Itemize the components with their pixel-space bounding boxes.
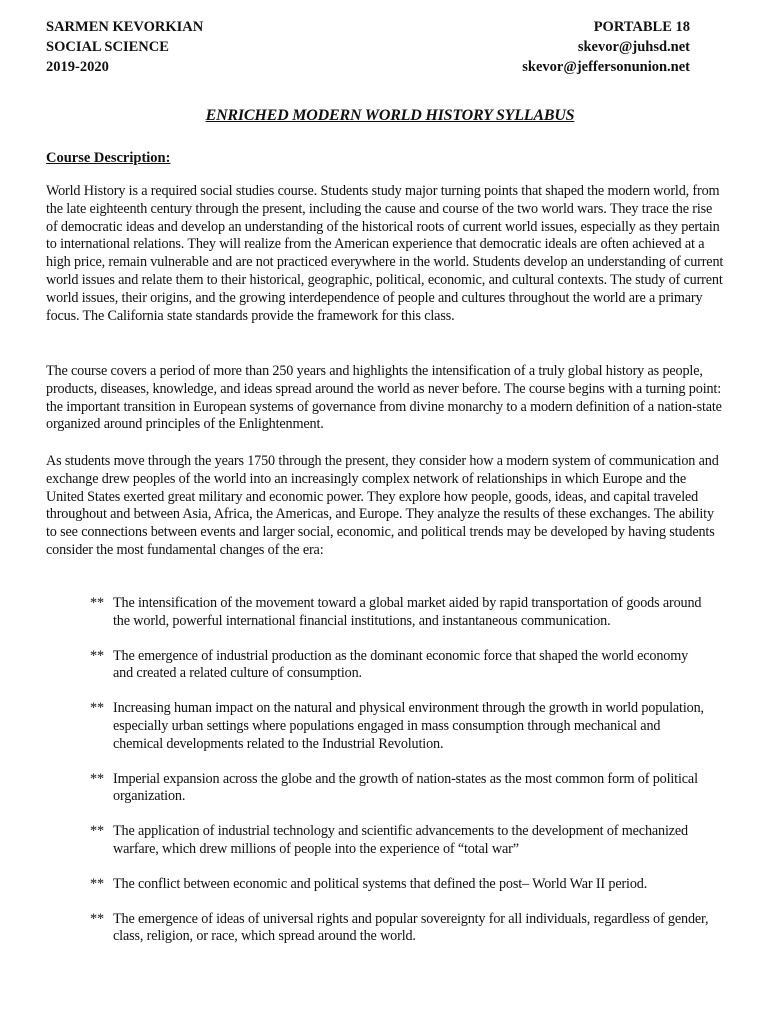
bullet-marker: **: [90, 823, 104, 840]
list-item: [90, 648, 710, 684]
description-paragraph-3: As students move through the years 1750 through the present, they consider how a modern system of communication and exchange drew peoples of the world into an increasingly complex network of relationships in which Europe and the United States exerted great military and economic power. They explore how people, goods, ideas, and capital traveled throughout and between Asia, Africa, the Americas, and Europe. They analyze the results of these exchanges. The ability to see connections between events and larger social, economic, and political trends may be developed by having students consider the most fundamental changes of the era:: [46, 453, 719, 558]
list-item: [90, 595, 710, 631]
list-item: [90, 700, 710, 753]
section-heading: Course Description:: [46, 150, 171, 166]
list-item: [90, 911, 710, 947]
fundamental-changes-list: [90, 595, 710, 963]
room-number: PORTABLE 18: [593, 19, 690, 35]
bullet-marker: **: [90, 595, 104, 611]
list-item-text: The application of industrial technology and scientific advancements to the development of mechanized warfare, which drew millions of people into the experience of “total war”: [113, 823, 689, 857]
email-primary: skevor@juhsd.net: [577, 39, 690, 55]
list-item: [90, 771, 710, 807]
school-year: 2019-2020: [46, 59, 109, 75]
bullet-marker: **: [90, 700, 104, 717]
email-secondary: skevor@jeffersonunion.net: [522, 59, 690, 75]
list-item-text: The intensification of the movement toward a global market aided by rapid transportation of goods around the world, powerful international financial institutions, and instantaneous communication.: [113, 595, 702, 629]
list-item-text: The conflict between economic and political systems that defined the post– World War II period.: [113, 875, 648, 892]
bullet-marker: **: [90, 647, 104, 664]
bullet-marker: **: [90, 875, 104, 892]
list-item: [90, 876, 710, 894]
teacher-name: SARMEN KEVORKIAN: [46, 19, 204, 35]
contact-info: [522, 17, 690, 77]
description-paragraph-1: World History is a required social studies course. Students study major turning points that shaped the modern world, from the late eighteenth century through the present, including the cause and course of the two world wars. They trace the rise of democratic ideas and develop an understanding of the historical roots of current world issues, especially as they pertain to international relations. They will realize from the American experience that democratic ideals are often achieved at a high price, remain vulnerable and are not practiced everywhere in the world. Students develop an understanding of current world issues and relate them to their historical, geographic, political, economic, and cultural contexts. The study of current world issues, their origins, and the growing interdependence of people and cultures throughout the world are a primary focus. The California state standards provide the framework for this class.: [46, 183, 724, 324]
bullet-marker: **: [90, 770, 104, 787]
document-title: ENRICHED MODERN WORLD HISTORY SYLLABUS: [205, 107, 575, 124]
teacher-info: [46, 17, 203, 77]
list-item-text: Increasing human impact on the natural and physical environment through the growth in world population, especially urban settings where populations engaged in mass consumption through mechanical and chemical developments related to the Industrial Revolution.: [113, 700, 704, 752]
bullet-marker: **: [90, 910, 104, 927]
list-item-text: Imperial expansion across the globe and the growth of nation-states as the most common form of political organization.: [113, 770, 698, 805]
list-item-text: The emergence of ideas of universal rights and popular sovereignty for all individuals, regardless of gender, class, religion, or race, which spread around the world.: [113, 910, 709, 945]
department: SOCIAL SCIENCE: [46, 39, 169, 55]
list-item-text: The emergence of industrial production as the dominant economic force that shaped the world economy and created a related culture of consumption.: [113, 647, 689, 682]
description-paragraph-2: The course covers a period of more than 250 years and highlights the intensification of a truly global history as people, products, diseases, knowledge, and ideas spread around the world as never before. The course begins with a turning point: the important transition in European systems of governance from divine monarchy to a modern definition of a nation-state organized around principles of the Enlightenment.: [46, 363, 722, 433]
list-item: [90, 823, 710, 859]
